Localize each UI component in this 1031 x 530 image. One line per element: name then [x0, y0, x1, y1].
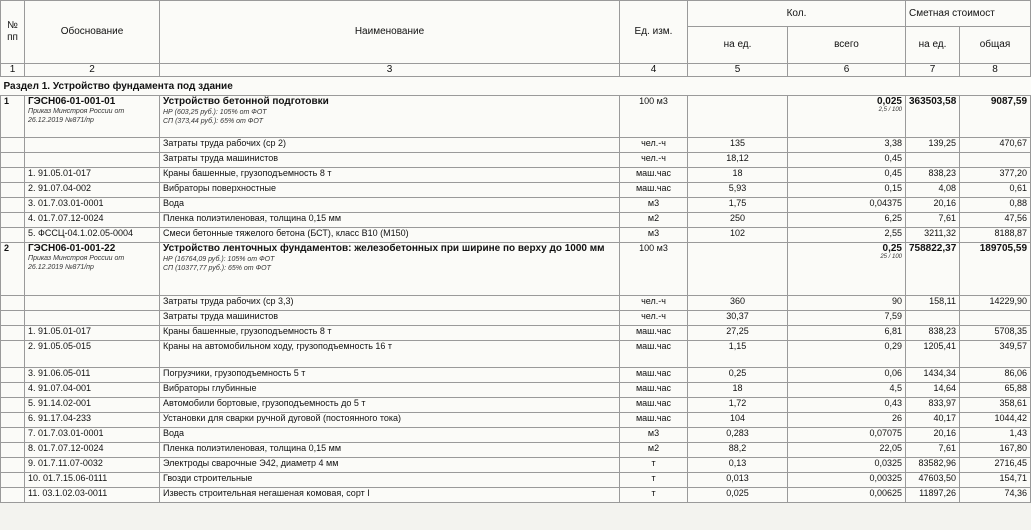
resource-num [1, 488, 25, 503]
resource-qty-total: 6,25 [788, 213, 906, 228]
position-name [160, 96, 620, 138]
resource-unit: м3 [620, 428, 688, 443]
resource-row [1, 383, 1031, 398]
resource-qty-total: 0,06 [788, 368, 906, 383]
resource-num [1, 443, 25, 458]
resource-cost-per: 20,16 [906, 428, 960, 443]
resource-qty-per: 102 [688, 228, 788, 243]
resource-code: 1. 91.05.01-017 [25, 168, 160, 183]
resource-name: Вибраторы глубинные [160, 383, 620, 398]
resource-qty-total: 0,00625 [788, 488, 906, 503]
resource-row [1, 428, 1031, 443]
position-qty-per [688, 96, 788, 138]
resource-num [1, 326, 25, 341]
position-qty-per [688, 243, 788, 296]
resource-code: 1. 91.05.01-017 [25, 326, 160, 341]
resource-qty-per: 250 [688, 213, 788, 228]
resource-qty-total: 22,05 [788, 443, 906, 458]
resource-cost-total: 154,71 [960, 473, 1031, 488]
resource-unit: чел.-ч [620, 138, 688, 153]
resource-qty-total: 2,55 [788, 228, 906, 243]
col-number: 8 [960, 64, 1031, 77]
resource-name: Известь строительная негашеная комовая, сорт I [160, 488, 620, 503]
resource-unit: м3 [620, 228, 688, 243]
header-unit: Ед. изм. [620, 1, 688, 64]
resource-name: Вода [160, 428, 620, 443]
resource-row [1, 198, 1031, 213]
resource-qty-total: 0,29 [788, 341, 906, 368]
resource-cost-total: 358,61 [960, 398, 1031, 413]
resource-unit: т [620, 488, 688, 503]
resource-code: 10. 01.7.15.06-0111 [25, 473, 160, 488]
position-title: Устройство ленточных фундаментов: железобетонных при ширине по верху до 1000 мм [163, 243, 605, 254]
resource-qty-per: 1,15 [688, 341, 788, 368]
resource-cost-per: 1434,34 [906, 368, 960, 383]
resource-cost-total: 47,56 [960, 213, 1031, 228]
resource-qty-per: 0,13 [688, 458, 788, 473]
resource-qty-total: 26 [788, 413, 906, 428]
resource-cost-total: 377,20 [960, 168, 1031, 183]
resource-code [25, 296, 160, 311]
resource-qty-per: 360 [688, 296, 788, 311]
resource-name: Электроды сварочные Э42, диаметр 4 мм [160, 458, 620, 473]
resource-unit: маш.час [620, 168, 688, 183]
resource-row [1, 183, 1031, 198]
resource-cost-per: 7,61 [906, 213, 960, 228]
resource-unit: маш.час [620, 183, 688, 198]
resource-cost-per: 833,97 [906, 398, 960, 413]
resource-row [1, 458, 1031, 473]
resource-cost-per: 1205,41 [906, 341, 960, 368]
resource-code: 8. 01.7.07.12-0024 [25, 443, 160, 458]
resource-row [1, 138, 1031, 153]
resource-qty-total: 4,5 [788, 383, 906, 398]
resource-name: Смеси бетонные тяжелого бетона (БСТ), класс В10 (М150) [160, 228, 620, 243]
position-row [1, 243, 1031, 296]
resource-code: 9. 01.7.11.07-0032 [25, 458, 160, 473]
position-order: Приказ Минстроя России от 26.12.2019 №871/пр [28, 108, 125, 124]
resource-unit: чел.-ч [620, 311, 688, 326]
resource-name: Погрузчики, грузоподъемность 5 т [160, 368, 620, 383]
resource-unit: м2 [620, 213, 688, 228]
position-num: 1 [1, 96, 25, 138]
resource-row [1, 413, 1031, 428]
position-cost-total-value: 9087,59 [990, 96, 1028, 107]
resource-code: 5. ФССЦ-04.1.02.05-0004 [25, 228, 160, 243]
resource-cost-per: 20,16 [906, 198, 960, 213]
resource-row [1, 398, 1031, 413]
position-sp: СП (373,44 руб.): 65% от ФОТ [163, 118, 264, 125]
resource-cost-total: 65,88 [960, 383, 1031, 398]
resource-qty-total: 0,0325 [788, 458, 906, 473]
position-code: ГЭСН06-01-001-22 [28, 243, 116, 254]
resource-num [1, 213, 25, 228]
position-cost-per [906, 243, 960, 296]
position-cost-per-value: 363503,58 [909, 96, 957, 107]
col-number: 4 [620, 64, 688, 77]
resource-num [1, 153, 25, 168]
resource-num [1, 458, 25, 473]
resource-unit: м2 [620, 443, 688, 458]
resource-unit: маш.час [620, 383, 688, 398]
resource-cost-total: 1,43 [960, 428, 1031, 443]
resource-name: Автомобили бортовые, грузоподъемность до 5 т [160, 398, 620, 413]
position-cost-per [906, 96, 960, 138]
header-cost-per: на ед. [906, 27, 960, 64]
resource-num [1, 168, 25, 183]
resource-cost-total: 0,88 [960, 198, 1031, 213]
resource-num [1, 198, 25, 213]
resource-unit: маш.час [620, 398, 688, 413]
resource-qty-total: 0,07075 [788, 428, 906, 443]
resource-num [1, 473, 25, 488]
resource-unit: маш.час [620, 413, 688, 428]
col-number: 1 [1, 64, 25, 77]
resource-qty-per: 0,013 [688, 473, 788, 488]
resource-row [1, 488, 1031, 503]
resource-code: 4. 91.07.04-001 [25, 383, 160, 398]
resource-cost-total: 0,61 [960, 183, 1031, 198]
position-cost-total [960, 243, 1031, 296]
resource-name: Затраты труда рабочих (ср 3,3) [160, 296, 620, 311]
resource-cost-total: 86,06 [960, 368, 1031, 383]
col-number: 3 [160, 64, 620, 77]
resource-cost-total: 8188,87 [960, 228, 1031, 243]
resource-cost-total: 2716,45 [960, 458, 1031, 473]
resource-cost-total: 5708,35 [960, 326, 1031, 341]
position-num: 2 [1, 243, 25, 296]
resource-cost-per: 838,23 [906, 168, 960, 183]
resource-code: 4. 01.7.07.12-0024 [25, 213, 160, 228]
position-unit: 100 м3 [620, 96, 688, 138]
resource-code: 2. 91.07.04-002 [25, 183, 160, 198]
resource-code: 3. 01.7.03.01-0001 [25, 198, 160, 213]
resource-cost-total: 74,36 [960, 488, 1031, 503]
resource-num [1, 383, 25, 398]
resource-unit: т [620, 458, 688, 473]
position-sp: СП (10377,77 руб.): 65% от ФОТ [163, 265, 271, 272]
resource-qty-total: 0,04375 [788, 198, 906, 213]
resource-qty-per: 135 [688, 138, 788, 153]
position-nr: НР (16764,09 руб.): 105% от ФОТ [163, 256, 275, 263]
resource-code: 6. 91.17.04-233 [25, 413, 160, 428]
position-basis [25, 243, 160, 296]
resource-cost-total: 470,67 [960, 138, 1031, 153]
resource-cost-per: 3211,32 [906, 228, 960, 243]
resource-num [1, 428, 25, 443]
position-code: ГЭСН06-01-001-01 [28, 96, 116, 107]
header-qty-per: на ед. [688, 27, 788, 64]
resource-name: Вибраторы поверхностные [160, 183, 620, 198]
resource-cost-per: 7,61 [906, 443, 960, 458]
resource-code [25, 138, 160, 153]
section-row [1, 77, 1031, 96]
header-row-1 [1, 1, 1031, 27]
resource-unit: чел.-ч [620, 153, 688, 168]
resource-qty-per: 1,72 [688, 398, 788, 413]
resource-num [1, 228, 25, 243]
resource-name: Пленка полиэтиленовая, толщина 0,15 мм [160, 443, 620, 458]
col-number: 2 [25, 64, 160, 77]
resource-cost-total: 14229,90 [960, 296, 1031, 311]
resource-num [1, 413, 25, 428]
header-qty: Кол. [688, 1, 906, 27]
position-order: Приказ Минстроя России от 26.12.2019 №871/пр [28, 255, 125, 271]
resource-num [1, 296, 25, 311]
position-name [160, 243, 620, 296]
resource-cost-per: 83582,96 [906, 458, 960, 473]
resource-cost-per: 158,11 [906, 296, 960, 311]
resource-name: Гвозди строительные [160, 473, 620, 488]
resource-qty-total: 0,00325 [788, 473, 906, 488]
resource-name: Вода [160, 198, 620, 213]
resource-name: Пленка полиэтиленовая, толщина 0,15 мм [160, 213, 620, 228]
resource-row [1, 368, 1031, 383]
header-name: Наименование [160, 1, 620, 64]
resource-qty-per: 18 [688, 383, 788, 398]
resource-code: 2. 91.05.05-015 [25, 341, 160, 368]
section-title: Раздел 1. Устройство фундамента под здание [1, 77, 1031, 96]
position-nr: НР (603,25 руб.): 105% от ФОТ [163, 109, 267, 116]
resource-code [25, 311, 160, 326]
resource-cost-per [906, 311, 960, 326]
resource-cost-per: 40,17 [906, 413, 960, 428]
resource-qty-total: 0,45 [788, 168, 906, 183]
resource-qty-per: 5,93 [688, 183, 788, 198]
resource-cost-per: 11897,26 [906, 488, 960, 503]
position-qty-value: 0,25 [882, 243, 902, 254]
resource-qty-total: 6,81 [788, 326, 906, 341]
resource-cost-per [906, 153, 960, 168]
resource-code: 7. 01.7.03.01-0001 [25, 428, 160, 443]
position-qty-note: 25 / 100 [880, 254, 902, 260]
header-basis: Обоснование [25, 1, 160, 64]
resource-num [1, 398, 25, 413]
resource-num [1, 368, 25, 383]
resource-qty-per: 18 [688, 168, 788, 183]
resource-unit: т [620, 473, 688, 488]
resource-cost-per: 139,25 [906, 138, 960, 153]
resource-row [1, 443, 1031, 458]
position-cost-per-value: 758822,37 [909, 243, 957, 254]
resource-code [25, 153, 160, 168]
position-cost-total [960, 96, 1031, 138]
resource-name: Затраты труда рабочих (ср 2) [160, 138, 620, 153]
resource-cost-per: 4,08 [906, 183, 960, 198]
resource-num [1, 183, 25, 198]
position-unit: 100 м3 [620, 243, 688, 296]
resource-cost-per: 14,64 [906, 383, 960, 398]
resource-name: Установки для сварки ручной дуговой (постоянного тока) [160, 413, 620, 428]
header-qty-total: всего [788, 27, 906, 64]
resource-qty-total: 0,15 [788, 183, 906, 198]
position-qty-value: 0,025 [876, 96, 902, 107]
resource-cost-total: 1044,42 [960, 413, 1031, 428]
resource-row [1, 168, 1031, 183]
resource-qty-total: 3,38 [788, 138, 906, 153]
position-title: Устройство бетонной подготовки [163, 96, 329, 107]
resource-row [1, 473, 1031, 488]
resource-num [1, 311, 25, 326]
resource-cost-total: 167,80 [960, 443, 1031, 458]
resource-qty-total: 0,43 [788, 398, 906, 413]
resource-num [1, 341, 25, 368]
resource-qty-per: 27,25 [688, 326, 788, 341]
header-cost: Сметная стоимост [906, 1, 1031, 27]
resource-row [1, 153, 1031, 168]
resource-unit: м3 [620, 198, 688, 213]
resource-qty-per: 0,283 [688, 428, 788, 443]
resource-name: Затраты труда машинистов [160, 311, 620, 326]
resource-row [1, 311, 1031, 326]
resource-row [1, 326, 1031, 341]
resource-row [1, 213, 1031, 228]
resource-code: 5. 91.14.02-001 [25, 398, 160, 413]
resource-unit: чел.-ч [620, 296, 688, 311]
position-row [1, 96, 1031, 138]
resource-qty-per: 30,37 [688, 311, 788, 326]
resource-row [1, 228, 1031, 243]
resource-cost-total [960, 311, 1031, 326]
resource-code: 3. 91.06.05-011 [25, 368, 160, 383]
resource-qty-per: 1,75 [688, 198, 788, 213]
column-number-row [1, 64, 1031, 77]
resource-name: Краны башенные, грузоподъемность 8 т [160, 326, 620, 341]
resource-qty-per: 88,2 [688, 443, 788, 458]
resource-name: Краны на автомобильном ходу, грузоподъемность 16 т [160, 341, 620, 368]
col-number: 6 [788, 64, 906, 77]
resource-qty-per: 0,25 [688, 368, 788, 383]
position-cost-total-value: 189705,59 [979, 243, 1028, 254]
position-basis [25, 96, 160, 138]
col-number: 5 [688, 64, 788, 77]
resource-qty-per: 18,12 [688, 153, 788, 168]
resource-unit: маш.час [620, 368, 688, 383]
resource-row [1, 296, 1031, 311]
header-num: № пп [1, 1, 25, 64]
resource-code: 11. 03.1.02.03-0011 [25, 488, 160, 503]
position-qty-note: 2,5 / 100 [878, 107, 902, 113]
resource-qty-total: 90 [788, 296, 906, 311]
resource-row [1, 341, 1031, 368]
resource-qty-per: 0,025 [688, 488, 788, 503]
header-cost-total: общая [960, 27, 1031, 64]
resource-num [1, 138, 25, 153]
resource-cost-per: 47603,50 [906, 473, 960, 488]
resource-unit: маш.час [620, 326, 688, 341]
position-qty-total [788, 243, 906, 296]
resource-cost-total: 349,57 [960, 341, 1031, 368]
position-qty-total [788, 96, 906, 138]
resource-cost-total [960, 153, 1031, 168]
resource-unit: маш.час [620, 341, 688, 368]
resource-cost-per: 838,23 [906, 326, 960, 341]
resource-name: Затраты труда машинистов [160, 153, 620, 168]
resource-qty-total: 7,59 [788, 311, 906, 326]
resource-qty-per: 104 [688, 413, 788, 428]
resource-qty-total: 0,45 [788, 153, 906, 168]
col-number: 7 [906, 64, 960, 77]
resource-name: Краны башенные, грузоподъемность 8 т [160, 168, 620, 183]
